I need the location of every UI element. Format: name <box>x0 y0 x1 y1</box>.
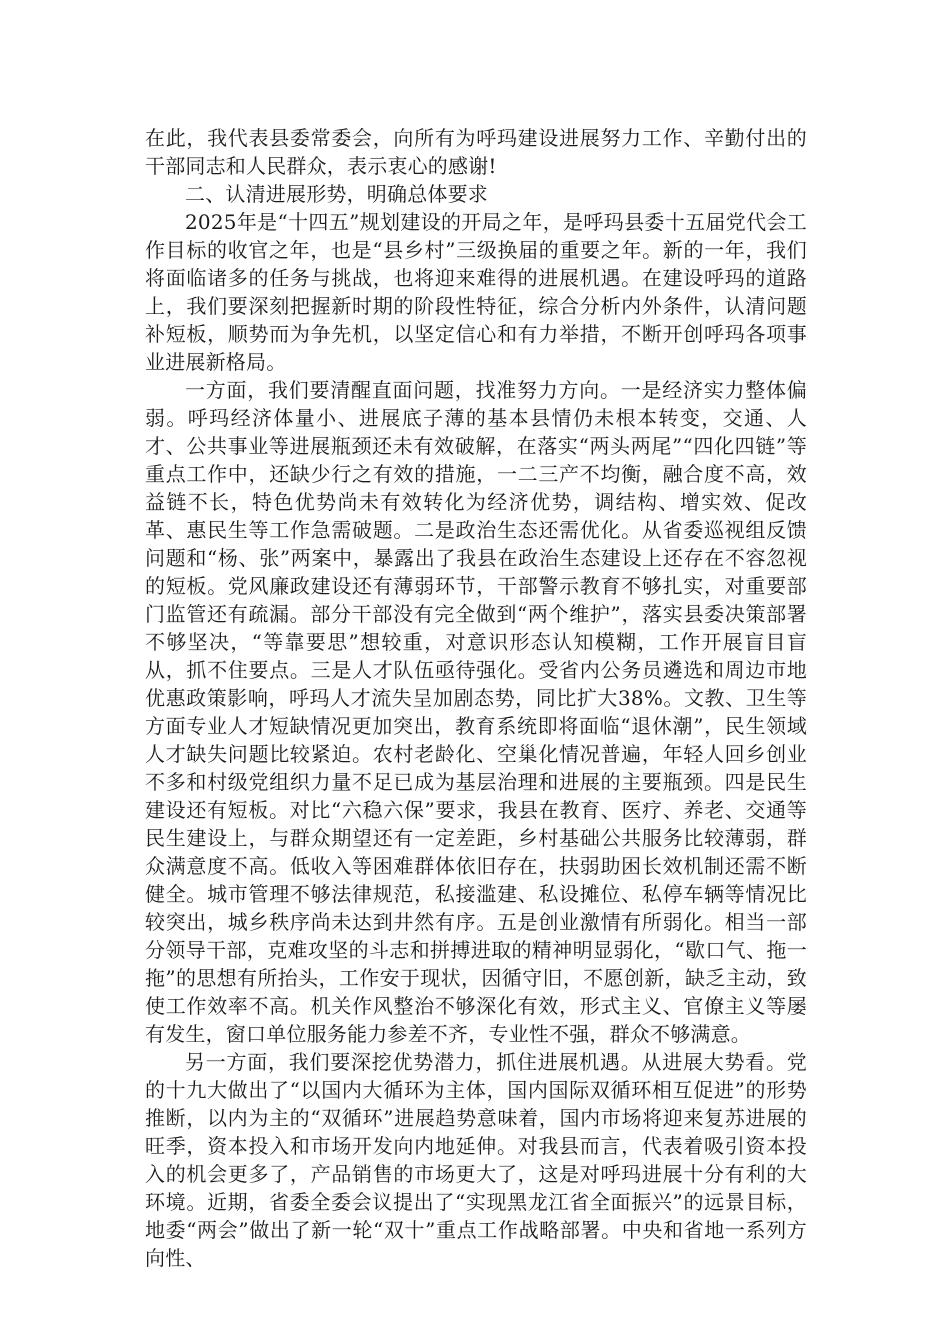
paragraph-problems: 一方面，我们要清醒直面问题，找准努力方向。一是经济实力整体偏弱。呼玛经济体量小、进展底子薄的基本县情仍未根本转变，交通、人才、公共事业等进展瓶颈还未有效破解，在落实“两头两尾”“四化四链”等重点工作中，还缺少行之有效的措施，一二三产不均衡，融合度不高，效益链不长，特色优势尚未有效转化为经济优势，调结构、增实效、促改革、惠民生等工作急需破题。二是政治生态还需优化。从省委巡视组反馈问题和“杨、张”两案中，暴露出了我县在政治生态建设上还存在不容忽视的短板。党风廉政建设还有薄弱环节，干部警示教育不够扎实，对重要部门监管还有疏漏。部分干部没有完全做到“两个维护”，落实县委决策部署不够坚决，“等靠要思”想较重，对意识形态认知模糊，工作开展盲目盲从，抓不住要点。三是人才队伍亟待强化。受省内公务员遴选和周边市地优惠政策影响，呼玛人才流失呈加剧态势，同比扩大38%。文教、卫生等方面专业人才短缺情况更加突出，教育系统即将面临“退休潮”，民生领域人才缺失问题比较紧迫。农村老龄化、空巢化情况普遍，年轻人回乡创业不多和村级党组织力量不足已成为基层治理和进展的主要瓶颈。四是民生建设还有短板。对比“六稳六保”要求，我县在教育、医疗、养老、交通等民生建设上，与群众期望还有一定差距，乡村基础公共服务比较薄弱，群众满意度不高。低收入等困难群体依旧存在，扶弱助困长效机制还需不断健全。城市管理不够法律规范，私接滥建、私设摊位、私停车辆等情况比较突出，城乡秩序尚未达到井然有序。五是创业激情有所弱化。相当一部分领导干部，克难攻坚的斗志和拼搏进取的精神明显弱化，“歇口气、拖一拖”的思想有所抬头，工作安于现状，因循守旧，不愿创新，缺乏主动，致使工作效率不高。机关作风整治不够深化有效，形式主义、官僚主义等屡有发生，窗口单位服务能力参差不齐，专业性不强，群众不够满意。 <box>145 378 807 1046</box>
section-heading: 二、认清进展形势，明确总体要求 <box>185 182 488 206</box>
paragraph-2025-overview: 2025年是“十四五”规划建设的开局之年，是呼玛县委十五届党代会工作目标的收官之年，也是“县乡村”三级换届的重要之年。新的一年，我们将面临诸多的任务与挑战，也将迎来难得的进展机遇。在建设呼玛的道路上，我们要深刻把握新时期的阶段性特征，综合分析内外条件，认清问题补短板，顺势而为争先机，以坚定信心和有力举措，不断开创呼玛各项事业进展新格局。 <box>145 210 807 374</box>
document-body <box>145 124 807 1272</box>
paragraph-thanks: 在此，我代表县委常委会，向所有为呼玛建设进展努力工作、辛勤付出的干部同志和人民群众，表示衷心的感谢! <box>145 126 807 178</box>
paragraph-opportunities: 另一方面，我们要深挖优势潜力，抓住进展机遇。从进展大势看。党的十九大做出了“以国内大循环为主体，国内国际双循环相互促进”的形势推断，以内为主的“双循环”进展趋势意味着，国内市场将迎来复苏进展的旺季，资本投入和市场开发向内地延伸。对我县而言，代表着吸引资本投入的机会更多了，产品销售的市场更大了，这是对呼玛进展十分有利的大环境。近期，省委全委会议提出了“实现黑龙江省全面振兴”的远景目标，地委“两会”做出了新一轮“双十”重点工作战略部署。中央和省地一系列方向性、 <box>145 1050 807 1270</box>
